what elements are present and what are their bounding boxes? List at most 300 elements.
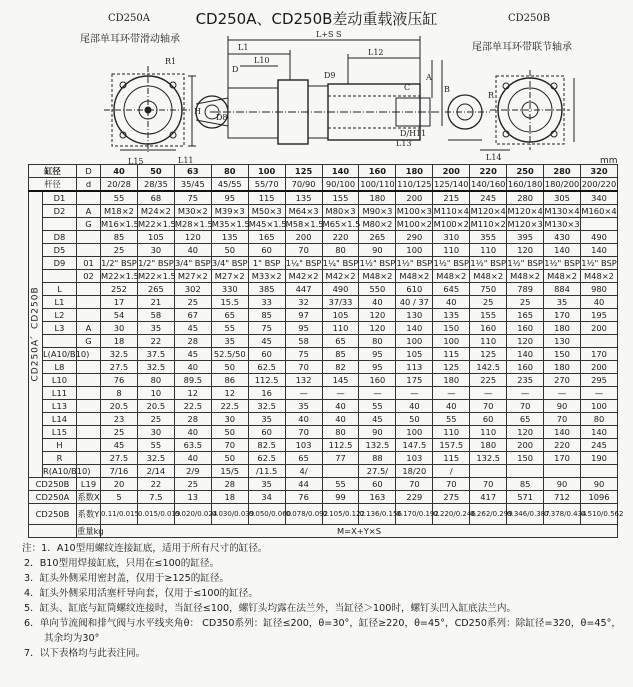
table-cell: 76 [101, 374, 138, 387]
table-cell: 180/200 [544, 178, 581, 192]
table-cell: 80 [137, 374, 174, 387]
table-cell: 85 [322, 348, 359, 361]
table-cell: 34 [248, 491, 285, 504]
table-cell: M130×3 [544, 218, 580, 229]
table-cell: 40 [285, 413, 322, 426]
row-label: 缸径 [29, 165, 77, 178]
table-cell: 75 [285, 348, 322, 361]
table-cell: 40 [581, 296, 618, 309]
table-row [29, 165, 618, 178]
table-cell: M130×4 [544, 205, 580, 216]
table-row [29, 478, 618, 491]
table-cell: 103 [396, 452, 433, 465]
table-cell: 32.5 [137, 452, 174, 465]
table-cell: 115 [433, 348, 470, 361]
table-cell: 220 [322, 231, 359, 244]
table-cell: 165 [507, 309, 544, 322]
table-cell: 40 [174, 452, 211, 465]
table-cell: 50 [211, 361, 248, 374]
table-cell: M120×4 [470, 205, 506, 216]
table-cell: 1½" BSP [433, 257, 470, 268]
table-cell: 135 [433, 309, 470, 322]
table-cell: M27×2 [174, 270, 211, 283]
table-cell: 50 [396, 413, 433, 426]
table-cell: 3/4" BSP [175, 257, 211, 268]
table-cell: 58 [285, 335, 322, 348]
dim-label: D9 [324, 71, 336, 80]
table-cell: M50×3 [248, 205, 285, 218]
table-cell: 82 [322, 361, 359, 374]
table-cell: 30 [137, 426, 174, 439]
row-label: CD250B [29, 478, 77, 491]
table-cell: 40 [359, 296, 396, 309]
table-cell: 490 [581, 231, 618, 244]
table-cell: 160 [507, 361, 544, 374]
right-desc: 尾部单耳环带联节轴承 [472, 42, 572, 53]
row-sublabel: L19 [77, 478, 101, 491]
table-cell: 45 [248, 335, 285, 348]
table-cell: 120 [507, 335, 544, 348]
table-cell: 70 [396, 478, 433, 491]
page-title: CD250A、CD250B差动重载液压缸 [195, 10, 438, 28]
table-cell: 70/90 [285, 178, 322, 192]
table-cell: 70 [285, 426, 322, 439]
table-cell: 215 [433, 191, 470, 205]
table-cell: 90 [581, 478, 618, 491]
table-cell: M48×2 [396, 270, 433, 283]
table-cell: 40 [101, 165, 138, 178]
table-cell: M110×4 [433, 205, 469, 216]
table-cell: 70 [211, 439, 248, 452]
row-sublabel [77, 413, 101, 426]
table-cell: 245 [581, 439, 618, 452]
table-cell: 180 [433, 374, 470, 387]
table-cell: 90 [544, 400, 581, 413]
table-row [29, 413, 618, 426]
table-cell: 16 [248, 387, 285, 400]
table-row [29, 525, 618, 538]
table-cell: 25 [101, 426, 138, 439]
table-cell: 17 [101, 296, 138, 309]
table-cell: M=X+Y×S [101, 525, 618, 538]
table-cell: 28/35 [137, 178, 174, 192]
dim-label: L15 [128, 157, 144, 166]
table-cell: 55 [322, 478, 359, 491]
cylinder-drawing [0, 0, 633, 170]
table-cell: 115 [248, 191, 285, 205]
table-cell: 0.11/0.015 [101, 504, 138, 525]
table-cell: 270 [544, 374, 581, 387]
row-sublabel: 01 [77, 257, 101, 270]
table-cell: 18/20 [396, 465, 433, 478]
table-cell: M39×3 [211, 205, 248, 218]
table-cell: 22 [137, 335, 174, 348]
table-cell: 150 [433, 322, 470, 335]
table-cell: 55 [137, 439, 174, 452]
row-sublabel: d [77, 178, 101, 192]
table-cell: 330 [211, 283, 248, 296]
table-cell: 340 [581, 191, 618, 205]
table-cell: 2/9 [174, 465, 211, 478]
row-sublabel [77, 361, 101, 374]
table-cell: 113 [396, 361, 433, 374]
table-cell: 252 [101, 283, 138, 296]
table-cell: 50 [211, 244, 248, 257]
table-row [29, 452, 618, 465]
table-cell: 1¼" BSP [322, 257, 359, 268]
table-cell: 110 [433, 426, 470, 439]
table-cell: 37.5 [137, 348, 174, 361]
right-code: CD250B [508, 13, 551, 24]
table-cell: 0.105/0.122 [322, 504, 359, 525]
table-cell: 1½" BSP [544, 257, 580, 268]
table-cell: 140 [396, 322, 433, 335]
table-cell: 0.346/0.387 [507, 504, 544, 525]
table-cell: 28 [174, 413, 211, 426]
table-cell: 132.5 [470, 452, 507, 465]
table-cell: 40 [396, 400, 433, 413]
row-label: L2 [43, 309, 77, 322]
table-cell: 155 [322, 191, 359, 205]
dim-label: L13 [396, 139, 412, 148]
table-cell: 220 [470, 165, 507, 178]
table-cell: 40 [174, 244, 211, 257]
table-cell: — [507, 387, 544, 400]
table-cell: — [470, 387, 507, 400]
table-cell: 0.030/0.039 [211, 504, 248, 525]
table-row [29, 491, 618, 504]
table-cell: 70 [544, 413, 581, 426]
table-cell: 60 [248, 348, 285, 361]
table-cell: 65 [322, 335, 359, 348]
table-cell: 0.170/0.192 [396, 504, 433, 525]
table-row [29, 178, 618, 192]
table-cell: 430 [544, 231, 581, 244]
table-cell: 22 [137, 478, 174, 491]
table-cell: 70 [433, 478, 470, 491]
table-cell: 645 [433, 283, 470, 296]
table-cell: 25 [470, 296, 507, 309]
row-label: D5 [43, 244, 77, 257]
table-cell: 110 [470, 426, 507, 439]
table-cell: M42×2 [322, 270, 359, 283]
table-cell: 7.5 [137, 491, 174, 504]
table-cell: 220 [544, 439, 581, 452]
table-cell: 77 [322, 452, 359, 465]
row-sublabel [77, 439, 101, 452]
table-cell: 112.5 [248, 374, 285, 387]
table-cell: 35 [211, 335, 248, 348]
table-cell: 35 [248, 478, 285, 491]
row-label: L(A10/B10) [43, 348, 90, 359]
table-cell: 25 [137, 413, 174, 426]
table-row [29, 309, 618, 322]
table-cell: 157.5 [433, 439, 470, 452]
row-label: L14 [43, 413, 77, 426]
row-sublabel [77, 400, 101, 413]
table-row [29, 205, 618, 218]
row-label: D1 [43, 191, 77, 205]
row-label: L10 [43, 374, 77, 387]
table-cell: 610 [396, 283, 433, 296]
table-cell: 1¼" BSP [285, 257, 322, 268]
table-cell: 22.5 [211, 400, 248, 413]
table-row [29, 335, 618, 348]
row-label: L15 [43, 426, 77, 439]
table-cell: 40 / 37 [396, 296, 433, 309]
table-cell: 63.5 [174, 439, 211, 452]
table-cell: M64×3 [285, 205, 322, 218]
table-cell: 980 [581, 283, 618, 296]
table-cell: 165 [248, 231, 285, 244]
row-sublabel: D [77, 165, 101, 178]
table-cell: 100 [396, 244, 433, 257]
side-label: CD250A、CD250B [29, 191, 43, 478]
table-cell: 45/55 [211, 178, 248, 192]
table-cell: 62.5 [248, 361, 285, 374]
table-cell: 160 [359, 374, 396, 387]
table-cell: 145 [322, 374, 359, 387]
table-cell: 55/70 [248, 178, 285, 192]
table-cell: 55 [101, 191, 138, 205]
table-cell: M48×2 [359, 270, 396, 283]
table-cell: 200 [581, 322, 618, 335]
table-cell: 125 [433, 361, 470, 374]
table-cell: M48×2 [433, 270, 470, 283]
table-cell: 884 [544, 283, 581, 296]
table-cell: 200 [285, 231, 322, 244]
table-cell: 280 [507, 191, 544, 205]
table-cell: M120×4 [507, 205, 543, 216]
table-cell: 54 [101, 309, 138, 322]
table-cell: 55 [211, 322, 248, 335]
table-cell: M90×3 [359, 205, 396, 218]
table-cell: 310 [433, 231, 470, 244]
table-cell: 85 [248, 309, 285, 322]
table-cell: — [285, 387, 322, 400]
table-cell: 0.078/0.092 [285, 504, 322, 525]
table-cell: 447 [285, 283, 322, 296]
table-cell: 80 [322, 244, 359, 257]
table-cell: 140 [322, 165, 359, 178]
table-cell: 30 [137, 244, 174, 257]
note-item: 4．缸头外侧采用活塞杆导向套，仅用于≤100的缸径。 [24, 588, 258, 599]
table-cell: 1½" BSP [359, 257, 396, 268]
table-cell: 35 [544, 296, 581, 309]
table-cell: 135 [285, 191, 322, 205]
table-cell: 789 [507, 283, 544, 296]
table-cell: 280 [544, 165, 581, 178]
table-cell: 32.5 [248, 400, 285, 413]
table-cell: 160 [507, 322, 544, 335]
table-cell: 200 [581, 361, 618, 374]
table-cell: 13 [174, 491, 211, 504]
table-cell: 110 [322, 322, 359, 335]
table-cell: 1½" BSP [470, 257, 506, 268]
table-cell: M65×1.5 [322, 218, 361, 229]
table-row [29, 218, 618, 231]
row-sublabel: A [77, 322, 101, 335]
table-cell: 135 [211, 231, 248, 244]
table-cell [581, 465, 618, 478]
table-cell: 15.5 [211, 296, 248, 309]
table-cell: 60 [470, 413, 507, 426]
table-cell: M80×2 [359, 218, 396, 231]
table-cell: — [396, 387, 433, 400]
table-cell: 62.5 [248, 452, 285, 465]
row-sublabel [77, 191, 101, 205]
table-cell: M160×4 [581, 205, 617, 216]
table-cell: 490 [322, 283, 359, 296]
table-cell: 150 [544, 348, 581, 361]
table-cell: 80 [359, 335, 396, 348]
table-cell: 140 [581, 244, 618, 257]
table-cell: 86 [211, 374, 248, 387]
table-cell [322, 465, 359, 478]
table-cell: 20.5 [101, 400, 138, 413]
table-cell [581, 335, 618, 348]
table-cell: 140 [507, 348, 544, 361]
note-item: 5．缸头、缸底与缸筒螺纹连接时，当缸径≤100，螺钉头均露在法兰外，当缸径＞100时，螺钉头凹入缸底法兰内。 [24, 603, 517, 614]
table-cell: 132.5 [359, 439, 396, 452]
table-cell: 195 [581, 309, 618, 322]
table-cell: 7/16 [101, 465, 138, 478]
table-cell: 180 [544, 361, 581, 374]
table-cell: M16×1.5 [101, 218, 139, 229]
table-cell: 120 [174, 231, 211, 244]
table-cell: 52.5/50 [211, 348, 248, 361]
table-cell: M22×1.5 [137, 270, 176, 281]
table-cell: 30 [211, 413, 248, 426]
unit-label: mm [600, 156, 618, 166]
table-cell: 80 [322, 426, 359, 439]
table-row [29, 439, 618, 452]
table-cell: 100/110 [359, 178, 396, 192]
table-cell: 3/4" BSP [211, 257, 248, 268]
table-cell: M28×1.5 [174, 218, 213, 229]
table-cell: 125 [285, 165, 322, 178]
table-cell: 25 [174, 478, 211, 491]
table-cell: / [433, 465, 470, 478]
row-label: L8 [43, 361, 77, 374]
table-row [29, 231, 618, 244]
table-cell: 140 [544, 426, 581, 439]
table-cell: 18 [101, 335, 138, 348]
table-cell: 58 [137, 309, 174, 322]
dim-label: B [444, 85, 450, 94]
table-cell: 99 [322, 491, 359, 504]
table-cell: 65 [211, 309, 248, 322]
table-cell: 1½" BSP [581, 257, 617, 268]
table-cell: 28 [211, 478, 248, 491]
dim-label: D/H11 [400, 129, 427, 138]
table-cell: 20.5 [137, 400, 174, 413]
dim-label: L11 [178, 156, 194, 165]
notes [22, 541, 622, 661]
left-desc: 尾部单耳环带滑动轴承 [80, 34, 180, 45]
dim-label: H [194, 107, 201, 116]
table-row [29, 374, 618, 387]
table-cell: 40 [433, 400, 470, 413]
table-cell: M24×2 [137, 205, 174, 218]
row-label: R [43, 452, 77, 465]
table-row [29, 348, 618, 361]
table-cell: M100×2 [396, 218, 432, 229]
table-cell: 12 [211, 387, 248, 400]
table-cell: M45×1.5 [248, 218, 287, 229]
table-cell: 110/125 [396, 178, 433, 192]
table-cell: 12 [174, 387, 211, 400]
table-cell: 250 [507, 165, 544, 178]
dim-label: L12 [368, 48, 384, 57]
dim-label: L1 [238, 43, 249, 52]
table-cell: 170 [544, 309, 581, 322]
table-cell: 190 [581, 452, 618, 465]
table-cell: 110 [470, 244, 507, 257]
table-cell: M30×2 [174, 205, 211, 218]
dim-label: R1 [165, 57, 177, 66]
table-cell: 80 [581, 413, 618, 426]
table-cell: 60 [248, 244, 285, 257]
table-row [29, 296, 618, 309]
table-cell: 170 [581, 348, 618, 361]
table-cell: 245 [470, 191, 507, 205]
table-cell: 65 [507, 413, 544, 426]
row-sublabel: 重量kg [77, 525, 104, 536]
table-cell: 180 [396, 165, 433, 178]
table-cell: 68 [137, 191, 174, 205]
row-sublabel [77, 452, 101, 465]
table-cell [470, 465, 507, 478]
table-cell: 28 [174, 335, 211, 348]
table-cell: 95 [285, 322, 322, 335]
row-label [43, 218, 77, 231]
table-cell: 8 [101, 387, 138, 400]
row-label: L11 [43, 387, 77, 400]
table-cell: 180 [359, 191, 396, 205]
table-row [29, 504, 618, 525]
table-cell: 0.015/0.019 [137, 504, 174, 525]
table-cell: 27.5 [101, 452, 138, 465]
table-cell: M120×3 [507, 218, 543, 229]
table-cell: 33 [248, 296, 285, 309]
table-cell: 0.262/0.299 [470, 504, 507, 525]
table-cell: 63 [174, 165, 211, 178]
table-cell: 88 [359, 452, 396, 465]
spec-table [28, 164, 624, 538]
table-cell: 35 [285, 400, 322, 413]
table-row [29, 244, 618, 257]
table-row [29, 361, 618, 374]
dim-label: D [232, 65, 239, 74]
dim-label: A [426, 73, 432, 82]
table-cell: 75 [248, 322, 285, 335]
table-cell: 60 [359, 478, 396, 491]
table-cell: 5 [101, 491, 138, 504]
table-cell: M58×1.5 [285, 218, 324, 229]
left-code: CD250A [108, 13, 150, 24]
note-item: 注：1．A10型用螺纹连接缸底，适用于所有尺寸的缸径。 [22, 543, 268, 554]
table-cell: 125/140 [433, 178, 470, 192]
table-cell: 120 [507, 244, 544, 257]
table-row [29, 191, 618, 205]
table-cell: 100 [248, 165, 285, 178]
row-sublabel: 02 [77, 270, 101, 283]
table-cell: 90 [359, 244, 396, 257]
table-cell: M42×2 [285, 270, 322, 283]
table-cell: 22.5 [174, 400, 211, 413]
table-row [29, 465, 618, 478]
